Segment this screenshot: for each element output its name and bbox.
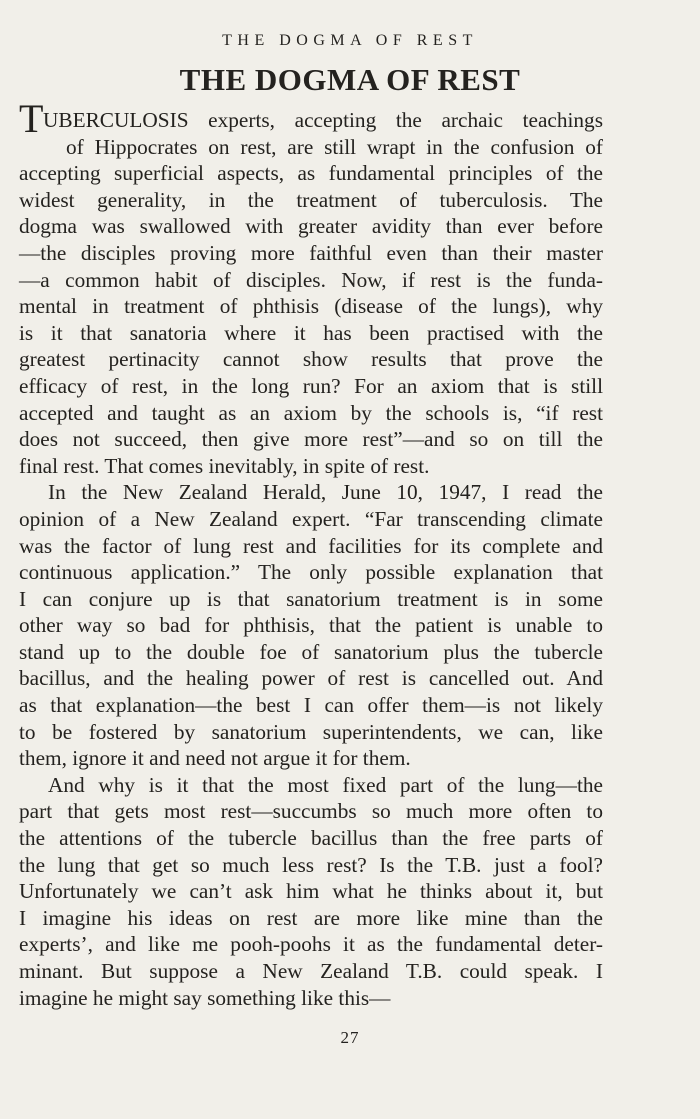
text-line: of Hippocrates on rest, are still wrapt in the confusion of [66, 134, 603, 159]
text-line: continuous application.” The only possible explanation that [19, 560, 603, 585]
text-line: bacillus, and the healing power of rest is cancelled out. And [19, 666, 603, 691]
page-number: 27 [340, 1028, 360, 1047]
text-line: accepted and taught as an axiom by the schools is, “if rest [19, 400, 603, 425]
text-line: —a common habit of disciples. Now, if rest is the funda- [19, 267, 603, 292]
text-line: imagine he might say something like this— [19, 985, 391, 1010]
text-line: —the disciples proving more faithful even than their master [19, 240, 603, 265]
text-line: And why is it that the most fixed part of the lung—the [48, 772, 603, 797]
text-line: experts’, and like me pooh-poohs it as the fundamental deter- [19, 932, 603, 957]
text-line: other way so bad for phthisis, that the patient is unable to [19, 613, 603, 638]
text-line: widest generality, in the treatment of tuberculosis. The [19, 187, 603, 212]
text-line: greatest pertinacity cannot show results that prove the [19, 347, 603, 372]
text-line: minant. But suppose a New Zealand T.B. could speak. I [19, 959, 603, 983]
text-line: accepting superficial aspects, as fundamental principles of the [19, 161, 603, 186]
text-line: them, ignore it and need not argue it for them. [19, 746, 411, 771]
text-line: mental in treatment of phthisis (disease of the lungs), why [19, 294, 603, 319]
text-line: to be fostered by sanatorium superintendents, we can, like [19, 719, 603, 744]
text-line: the lung that get so much less rest? Is the T.B. just a fool? [19, 852, 603, 877]
text-line: I can conjure up is that sanatorium treatment is in some [19, 586, 603, 611]
text-line: In the New Zealand Herald, June 10, 1947, I read the [48, 480, 603, 505]
chapter-title: THE DOGMA OF REST [179, 62, 521, 97]
running-head: THE DOGMA OF REST [222, 32, 478, 49]
text-line: dogma was swallowed with greater avidity than ever before [19, 214, 603, 239]
text-line: opinion of a New Zealand expert. “Far transcending climate [19, 506, 603, 531]
body-text [19, 96, 603, 1011]
drop-cap: T [19, 96, 44, 141]
text-line: as that explanation—the best I can offer them—is not likely [19, 693, 603, 718]
text-line: was the factor of lung rest and facilities for its complete and [19, 533, 603, 558]
text-line: UBERCULOSIS experts, accepting the archaic teachings [43, 108, 603, 132]
text-line: part that gets most rest—succumbs so much more often to [19, 799, 603, 824]
text-line: does not succeed, then give more rest”—and so on till the [19, 427, 603, 452]
text-line: is it that sanatoria where it has been practised with the [19, 320, 603, 345]
text-line: final rest. That comes inevitably, in spite of rest. [19, 453, 430, 478]
text-line: stand up to the double foe of sanatorium plus the tubercle [19, 639, 603, 664]
text-line: the attentions of the tubercle bacillus than the free parts of [19, 826, 603, 851]
text-line: Unfortunately we can’t ask him what he thinks about it, but [19, 879, 603, 904]
text-line: efficacy of rest, in the long run? For an axiom that is still [19, 373, 603, 398]
text-line: I imagine his ideas on rest are more like mine than the [19, 905, 603, 930]
